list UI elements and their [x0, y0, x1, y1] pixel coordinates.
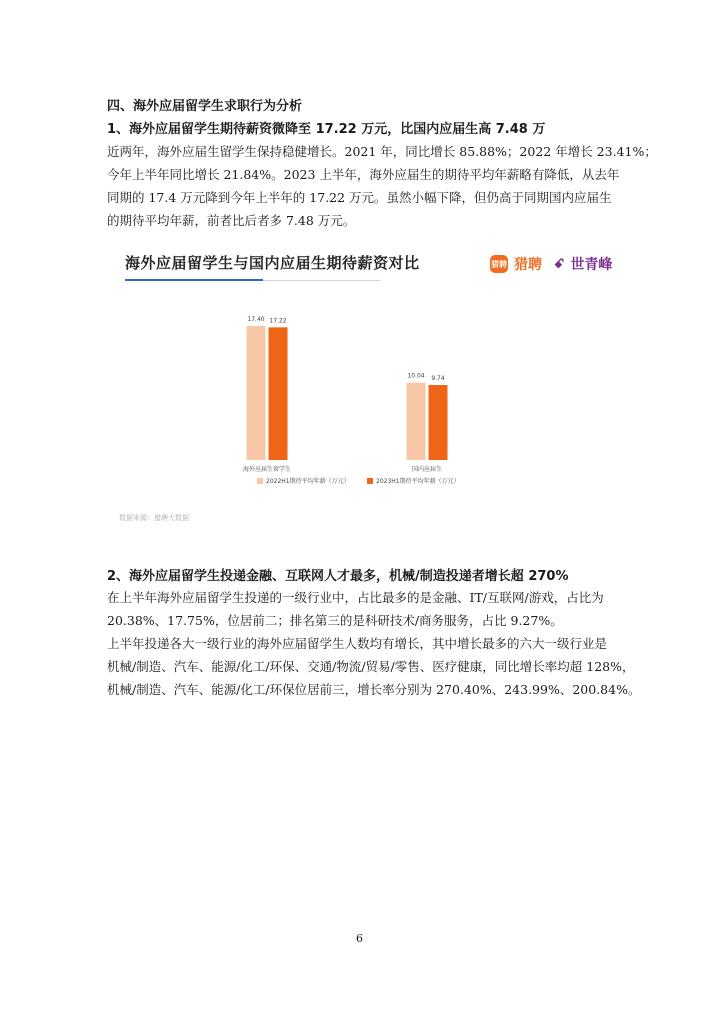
- legend-label: 2022H1期待平均年薪（万元）: [266, 478, 350, 485]
- legend-swatch: [257, 478, 263, 484]
- paragraph-line: 今年上半年同比增长 21.84%。2023 上半年，海外应届生的期待平均年薪略有降低，从去年: [107, 167, 620, 182]
- bar: [269, 327, 288, 460]
- chart-title: 海外应届留学生与国内应届生期待薪资对比: [125, 254, 420, 272]
- shiqingfeng-logo-icon: ꗃ: [554, 256, 565, 272]
- bar: [407, 383, 426, 460]
- bar-chart: [107, 238, 622, 498]
- liepin-logo-icon: 猎聘: [490, 255, 508, 273]
- data-label: 17.22: [269, 317, 287, 325]
- section-title: 四、海外应届留学生求职行为分析: [107, 99, 303, 114]
- paragraph-line: 机械/制造、汽车、能源/化工/环保、交通/物流/贸易/零售、医疗健康，同比增长率均超 128%，: [107, 659, 635, 674]
- part2-heading: 2、海外应届留学生投递金融、互联网人才最多，机械/制造投递者增长超 270%: [107, 569, 569, 584]
- bar: [429, 385, 448, 460]
- data-label: 10.04: [407, 372, 425, 380]
- data-label: 17.40: [247, 316, 265, 323]
- salary-chart-card: [107, 238, 622, 528]
- part2-paragraph: [107, 586, 641, 701]
- paragraph-line: 同期的 17.4 万元降到今年上半年的 17.22 万元。虽然小幅下降，但仍高于同期国内应届生: [107, 190, 612, 205]
- logo-shiqingfeng-text: 世青峰: [570, 257, 613, 273]
- chart-source: 数据来源：猎聘大数据: [119, 514, 189, 522]
- paragraph-line: 上半年投递各大一级行业的海外应届留学生人数均有增长，其中增长最多的六大一级行业是: [107, 636, 608, 651]
- data-label: 9.74: [431, 374, 445, 382]
- bar: [247, 326, 266, 460]
- paragraph-line: 的期待平均年薪，前者比后者多 7.48 万元。: [107, 213, 356, 228]
- page-number: 6: [356, 932, 363, 945]
- paragraph-line: 在上半年海外应届留学生投递的一级行业中，占比最多的是金融、IT/互联网/游戏，占比为: [107, 590, 604, 605]
- legend-label: 2023H1期待平均年薪（万元）: [376, 478, 460, 485]
- paragraph-line: 20.38%、17.75%，位居前二；排名第三的是科研技术/商务服务，占比 9.27%。: [107, 613, 563, 628]
- legend-swatch: [367, 478, 373, 484]
- part1-paragraph: [107, 140, 657, 232]
- part1-heading: 1、海外应届留学生期待薪资微降至 17.22 万元，比国内应届生高 7.48 万: [107, 122, 546, 137]
- paragraph-line: 机械/制造、汽车、能源/化工/环保位居前三，增长率分别为 270.40%、243.99%、200.84%。: [107, 682, 641, 697]
- logo-liepin-text: 猎聘: [514, 257, 542, 273]
- category-label: 国内应届生: [411, 466, 443, 473]
- paragraph-line: 近两年，海外应届生留学生保持稳健增长。2021 年，同比增长 85.88%；2022 年增长 23.41%；: [107, 144, 657, 159]
- category-label: 海外应届生留学生: [242, 466, 292, 473]
